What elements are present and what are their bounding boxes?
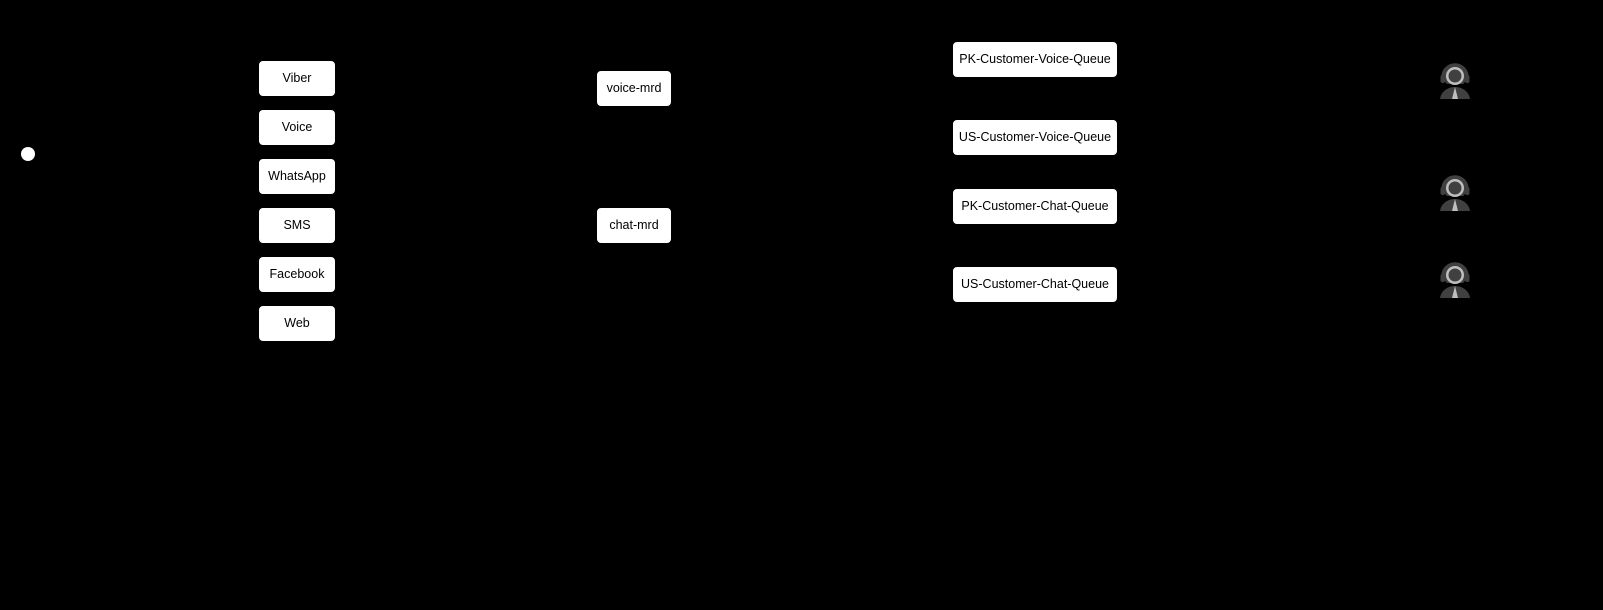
queue-label: US-Customer-Voice-Queue — [958, 129, 1112, 144]
channel-node-sms[interactable] — [258, 207, 336, 244]
queue-node-pk-chat[interactable] — [952, 188, 1118, 225]
channel-node-whatsapp[interactable] — [258, 158, 336, 195]
agent-icon-2 — [1432, 172, 1478, 218]
channel-label: WhatsApp — [268, 168, 326, 183]
mrd-node-chat[interactable] — [596, 207, 672, 244]
channel-node-voice[interactable] — [258, 109, 336, 146]
agent-icon-3 — [1432, 259, 1478, 305]
queue-label: US-Customer-Chat-Queue — [961, 276, 1109, 291]
queue-label: PK-Customer-Chat-Queue — [961, 198, 1109, 213]
channel-label: Viber — [282, 70, 312, 85]
channel-node-web[interactable] — [258, 305, 336, 342]
mrd-label: chat-mrd — [609, 217, 659, 232]
queue-node-us-chat[interactable] — [952, 266, 1118, 303]
channel-node-facebook[interactable] — [258, 256, 336, 293]
queue-label: PK-Customer-Voice-Queue — [959, 51, 1111, 66]
queue-node-pk-voice[interactable] — [952, 41, 1118, 78]
agent-icon-1 — [1432, 60, 1478, 106]
channel-label: Voice — [281, 119, 313, 134]
mrd-node-voice[interactable] — [596, 70, 672, 107]
channel-node-viber[interactable] — [258, 60, 336, 97]
source-node — [21, 147, 35, 161]
mrd-label: voice-mrd — [606, 80, 662, 95]
channel-label: Facebook — [269, 266, 325, 281]
channel-label: SMS — [283, 217, 311, 232]
queue-node-us-voice[interactable] — [952, 119, 1118, 156]
channel-label: Web — [284, 315, 310, 330]
